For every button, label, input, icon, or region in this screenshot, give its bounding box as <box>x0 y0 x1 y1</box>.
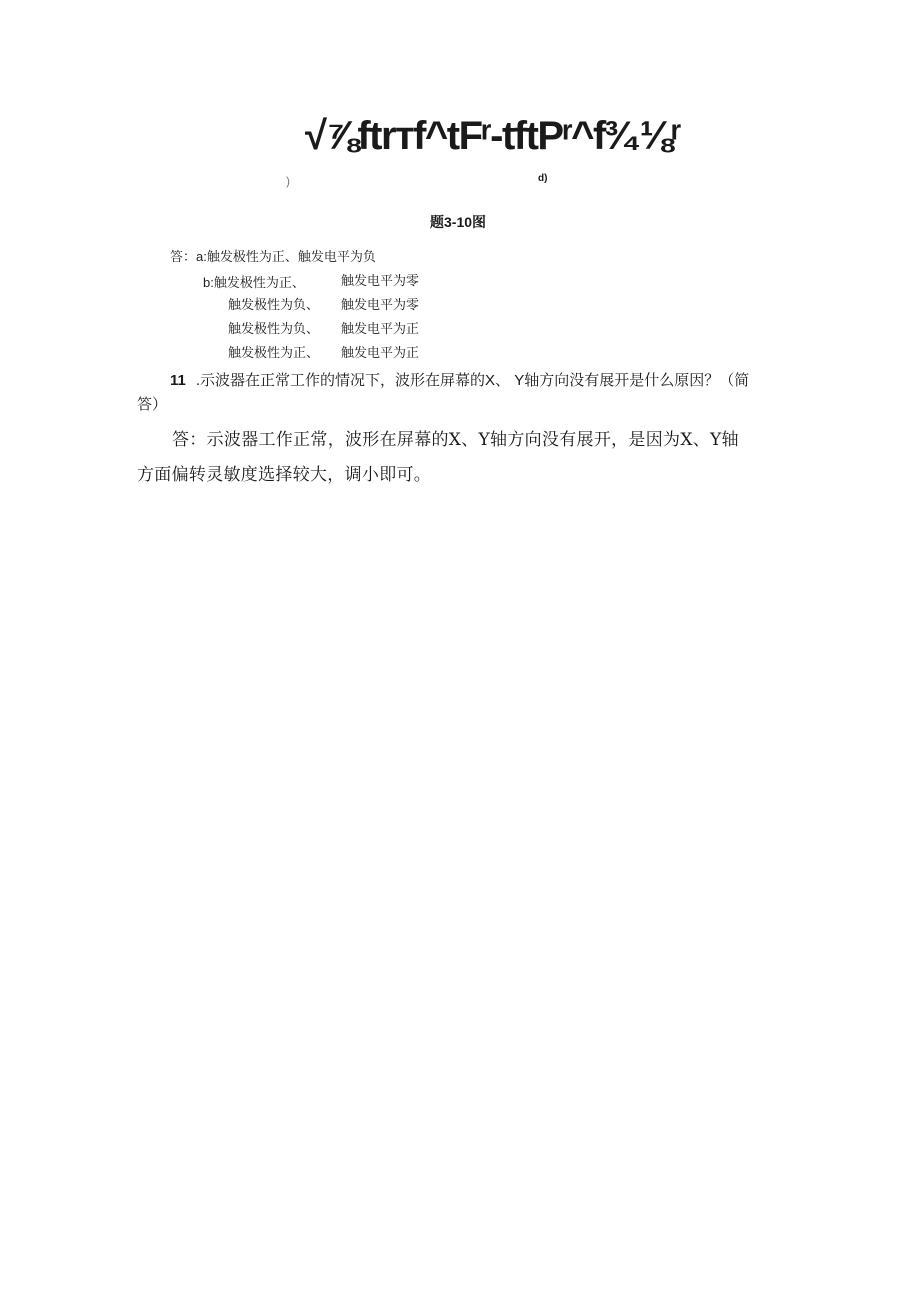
answer-level-d: 触发电平为正 <box>341 322 420 337</box>
answer-level: 触发电平为负 <box>297 250 376 265</box>
question-line-2: 答） <box>137 396 168 413</box>
question-line-1 <box>170 370 749 392</box>
answer-row-b <box>203 274 305 293</box>
answer-label: b: <box>203 275 214 290</box>
answer-label: a: <box>196 249 207 264</box>
answer-level-c: 触发电平为零 <box>341 298 420 313</box>
answer2-line-2: 方面偏转灵敏度选择较大，调小即可。 <box>137 465 432 485</box>
answer-row-a <box>170 248 376 267</box>
answer2-line-1: 答：示波器工作正常，波形在屏幕的X、Y轴方向没有展开，是因为X、Y轴 <box>172 430 739 450</box>
answer-polarity: 触发极性为正、 <box>213 276 305 291</box>
answer-level-e: 触发电平为正 <box>341 346 420 361</box>
answer-prefix: 答： <box>170 250 197 265</box>
figure-caption: 题3-10图 <box>430 214 487 230</box>
answer-polarity-d: 触发极性为负、 <box>228 322 320 337</box>
answer-polarity-c: 触发极性为负、 <box>228 298 320 313</box>
figure-sub-label: d) <box>538 173 548 184</box>
question-number: 11 <box>170 372 186 389</box>
answer-polarity-e: 触发极性为正、 <box>228 346 320 361</box>
answer-polarity: 触发极性为正、 <box>206 250 298 265</box>
figure-mark: ) <box>286 174 290 188</box>
answer-level-b: 触发电平为零 <box>341 274 420 289</box>
question-text: .示波器在正常工作的情况下，波形在屏幕的X、 Y轴方向没有展开是什么原因？（简 <box>195 372 750 389</box>
figure-garbled-text: √⅞ftrтf^tFʳ-tftPʳ^f³⁄₄⅛ʳ <box>305 114 680 158</box>
